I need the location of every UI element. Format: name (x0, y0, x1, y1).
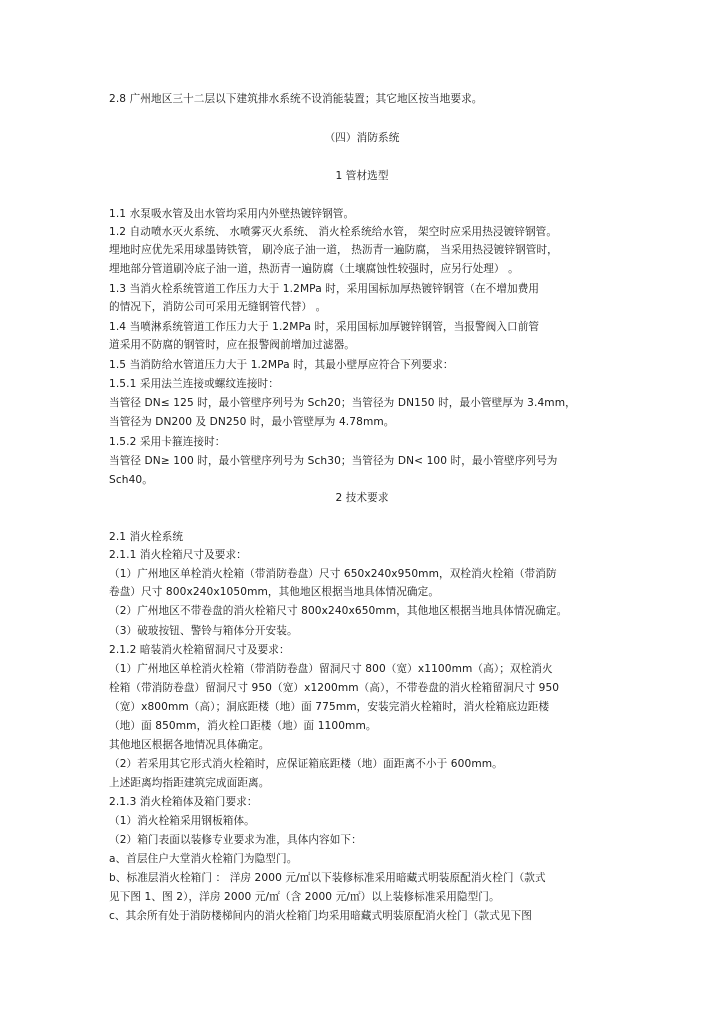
subsection-heading: 2 技术要求 (335, 492, 389, 504)
section-heading: （四）消防系统 (324, 132, 400, 144)
text-line: 2.1.1 消火栓箱尺寸及要求： (109, 549, 247, 561)
text-line: 卷盘）尺寸 800x240x1050mm，其他地区根据当地具体情况确定。 (109, 586, 440, 598)
text-line: （宽）x800mm（高）；洞底距楼（地）面 775mm，安装完消火栓箱时，消火栓箱底边距楼 (109, 701, 550, 713)
text-line: 1.5.1 采用法兰连接或螺纹连接时： (109, 378, 279, 390)
text-line: b、标准层消火栓箱门 ： 洋房 2000 元/㎡以下装修标准采用暗藏式明装原配消火栓门（款式 (109, 872, 546, 884)
text-line: （1）消火栓箱采用钢板箱体。 (109, 815, 255, 827)
text-line: （地）面 850mm，消火栓口距楼（地）面 1100mm。 (109, 720, 377, 732)
text-line: 当管径为 DN200 及 DN250 时，最小管壁厚为 4.78mm。 (109, 416, 395, 428)
text-line: （2）若采用其它形式消火栓箱时，应保证箱底距楼（地）面距离不小于 600mm。 (109, 758, 503, 770)
text-line: 1.3 当消火栓系统管道工作压力大于 1.2MPa 时，采用国标加厚热镀锌钢管（在不增加费用 (109, 283, 540, 295)
text-line: 栓箱（带消防卷盘）留洞尺寸 950（宽）x1200mm（高），不带卷盘的消火栓箱留洞尺寸 950 (109, 682, 560, 694)
text-line: 2.1 消火栓系统 (109, 531, 184, 543)
text-line: c、其余所有处于消防楼梯间内的消火栓箱门均采用暗藏式明装原配消火栓门（款式见下图 (109, 910, 532, 922)
text-line: 见下图 1、图 2），洋房 2000 元/㎡（含 2000 元/㎡）以上装修标准采用隐型门。 (109, 891, 500, 903)
text-line: 上述距离均指距建筑完成面距离。 (109, 777, 270, 789)
text-line: 1.4 当喷淋系统管道工作压力大于 1.2MPa 时，采用国标加厚镀锌钢管，当报警阀入口前管 (109, 321, 540, 333)
text-line: 2.8 广州地区三十二层以下建筑排水系统不设消能装置；其它地区按当地要求。 (109, 93, 483, 105)
text-line: 其他地区根据各地情况具体确定。 (109, 739, 270, 751)
text-line: （1）广州地区单栓消火栓箱（带消防卷盘）尺寸 650x240x950mm，双栓消火栓箱（带消防 (109, 568, 557, 580)
text-line: 1.2 自动喷水灭火系统、 水喷雾灭火系统、 消火栓系统给水管， 架空时应采用热浸镀锌钢管。 (109, 226, 558, 238)
text-line: a、首层住户大堂消火栓箱门为隐型门。 (109, 853, 298, 865)
text-line: 当管径 DN≥ 100 时，最小管壁序列号为 Sch30；当管径为 DN< 100 时，最小管壁序列号为 (109, 455, 558, 467)
subsection-heading: 1 管材选型 (335, 170, 389, 182)
text-line: （2）箱门表面以装修专业要求为准，具体内容如下： (109, 834, 362, 846)
text-line: 的情况下，消防公司可采用无缝钢管代替） 。 (109, 301, 327, 313)
text-line: 2.1.3 消火栓箱体及箱门要求： (109, 796, 258, 808)
text-line: （2）广州地区不带卷盘的消火栓箱尺寸 800x240x650mm，其他地区根据当地具体情况确定。 (109, 605, 568, 617)
text-line: 1.1 水泵吸水管及出水管均采用内外壁热镀锌钢管。 (109, 208, 355, 220)
text-line: 1.5 当消防给水管道压力大于 1.2MPa 时，其最小壁厚应符合下列要求： (109, 359, 454, 371)
text-line: 道采用不防腐的钢管时，应在报警阀前增加过滤器。 (109, 339, 355, 351)
text-line: 埋地部分管道刷冷底子油一道，热沥青一遍防腐（土壤腐蚀性较强时，应另行处理） 。 (109, 263, 519, 275)
text-line: （1）广州地区单栓消火栓箱（带消防卷盘）留洞尺寸 800（宽）x1100mm（高）；双栓消火 (109, 663, 553, 675)
text-line: 1.5.2 采用卡箍连接时： (109, 436, 226, 448)
text-line: （3）破玻按钮、警铃与箱体分开安装。 (109, 625, 298, 637)
text-line: 埋地时应优先采用球墨铸铁管， 刷冷底子油一道， 热沥青一遍防腐， 当采用热浸镀锌钢管时， (109, 244, 558, 256)
text-line: 当管径 DN≤ 125 时，最小管壁序列号为 Sch20；当管径为 DN150 时，最小管壁厚为 3.4mm， (109, 397, 576, 409)
text-line: 2.1.2 暗装消火栓箱留洞尺寸及要求： (109, 644, 290, 656)
text-line: Sch40。 (109, 474, 153, 486)
